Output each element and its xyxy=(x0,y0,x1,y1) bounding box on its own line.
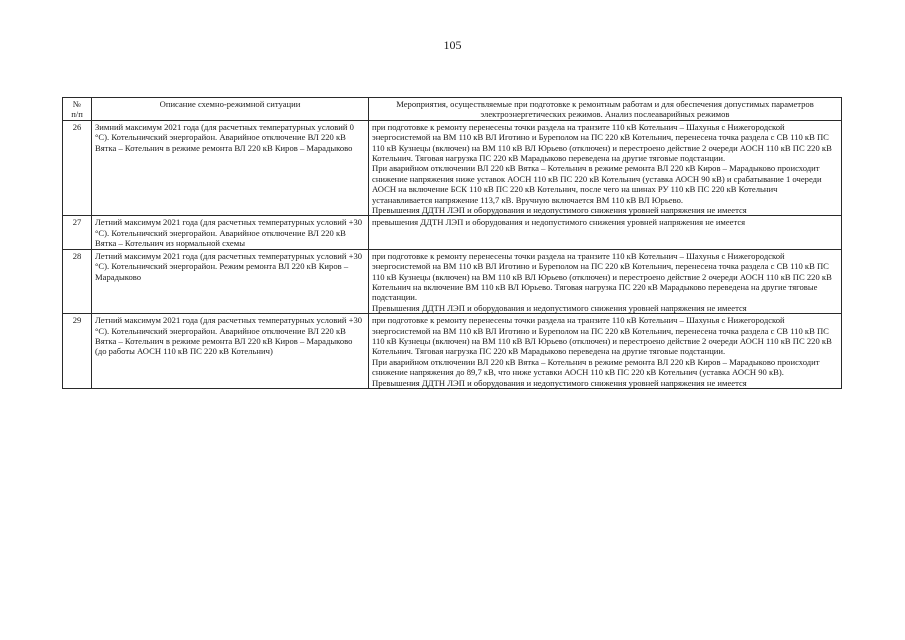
row-number: 29 xyxy=(63,314,92,389)
measure-paragraph: при подготовке к ремонту перенесены точки раздела на транзите 110 кВ Котельнич – Шахунья с Нижегородской энергосистемой на ВМ 110 кВ ВЛ Иготино и Буреполом на ПС 220 кВ Котельнич, перенесена точка раздела с СВ 110 кВ ПС 110 кВ Кузнецы (включен) на ВМ 110 кВ ВЛ Юрьево (отключен) и перестроено действие 2 очереди АОСН 110 кВ ПС 220 кВ Котельнич. Тяговая нагрузка ПС 220 кВ Марадыково переведена на другие тяговые подстанции. xyxy=(372,315,832,357)
header-number-line1: № xyxy=(72,99,82,109)
row-measures xyxy=(369,120,842,216)
measure-paragraph: превышения ДДТН ЛЭП и оборудования и недопустимого снижения уровней напряжения не имеется xyxy=(372,217,746,228)
measure-paragraph: Превышения ДДТН ЛЭП и оборудования и недопустимого снижения уровней напряжения не имеется xyxy=(372,377,747,388)
measure-paragraph: Превышения ДДТН ЛЭП и оборудования и недопустимого снижения уровней напряжения не имеется xyxy=(372,205,747,216)
row-number: 27 xyxy=(63,216,92,249)
row-measures xyxy=(369,249,842,313)
table-row xyxy=(63,314,842,389)
table-header-row xyxy=(63,98,842,121)
measure-paragraph: при подготовке к ремонту перенесены точки раздела на транзите 110 кВ Котельнич – Шахунья с Нижегородской энергосистемой на ВМ 110 кВ ВЛ Иготино и Буреполом на ПС 220 кВ Котельнич, перенесена точка раздела с СВ 110 кВ ПС 110 кВ Кузнецы (включен) на ВМ 110 кВ ВЛ Юрьево (отключен) и перестроено действие 2 очереди АОСН 110 кВ ПС 220 кВ Котельнич на включение ВМ 110 кВ ВЛ Юрьево. Тяговая нагрузка ПС 220 кВ Марадыково переведена на другие тяговые подстанции. xyxy=(372,250,832,303)
header-number-line2: п/п xyxy=(71,109,83,120)
row-description: Зимний максимум 2021 года (для расчетных температурных условий 0 °С). Котельничский энергорайон. Аварийное отключение ВЛ 220 кВ Вятка – Котельнич в режиме ремонта ВЛ 220 кВ Киров – Марадыково xyxy=(92,120,369,216)
row-description: Летний максимум 2021 года (для расчетных температурных условий +30 °С). Котельничский энергорайон. Режим ремонта ВЛ 220 кВ Киров – Марадыково xyxy=(92,249,369,313)
row-measures xyxy=(369,314,842,389)
row-description: Летний максимум 2021 года (для расчетных температурных условий +30 °С). Котельничский энергорайон. Аварийное отключение ВЛ 220 кВ Вятка – Котельнич в режиме ремонта ВЛ 220 кВ Киров – Марадыково (до работы АОСН 110 кВ ПС 220 кВ Котельнич) xyxy=(92,314,369,389)
measure-paragraph: при подготовке к ремонту перенесены точки раздела на транзите 110 кВ Котельнич – Шахунья с Нижегородской энергосистемой на ВМ 110 кВ ВЛ Иготино и Буреполом на ПС 220 кВ Котельнич, перенесена точка раздела с СВ 110 кВ ПС 110 кВ Кузнецы (включен) на ВМ 110 кВ ВЛ Юрьево (отключен) и перестроено действие 2 очереди АОСН 110 кВ ПС 220 кВ Котельнич. Тяговая нагрузка ПС 220 кВ Марадыково переведена на другие тяговые подстанции. xyxy=(372,121,832,164)
header-number xyxy=(63,98,92,121)
row-description: Летний максимум 2021 года (для расчетных температурных условий +30 °С). Котельничский энергорайон. Аварийное отключение ВЛ 220 кВ Вятка – Котельнич из нормальной схемы xyxy=(92,216,369,249)
header-measures: Мероприятия, осуществляемые при подготовке к ремонтным работам и для обеспечения допустимых параметров электроэнергетических режимов. Анализ послеаварийных режимов xyxy=(369,98,842,121)
measure-paragraph: При аварийном отключении ВЛ 220 кВ Вятка – Котельнич в режиме ремонта ВЛ 220 кВ Киров – Марадыково происходит снижение напряжения ниже уставок АОСН 110 кВ ПС 220 кВ Котельнич (уставка АОСН 90 кВ) и срабатывание 1 очереди АОСН на включение БСК 110 кВ ПС 220 кВ Котельнич, после чего на шинах РУ 110 кВ ПС 220 кВ Котельнич устанавливается напряжение 113,7 кВ. Вручную включается ВМ 110 кВ ВЛ Юрьево. xyxy=(372,163,822,205)
header-description: Описание схемно-режимной ситуации xyxy=(92,98,369,121)
scenario-table xyxy=(62,97,842,389)
table-row xyxy=(63,216,842,249)
measure-paragraph: При аварийном отключении ВЛ 220 кВ Вятка – Котельнич в режиме ремонта ВЛ 220 кВ Киров – Марадыково происходит снижение напряжения до 89,7 кВ, что ниже уставки АОСН 110 кВ ПС 220 кВ Котельнич (уставка АОСН 90 кВ). xyxy=(372,356,820,378)
page-number: 105 xyxy=(443,38,462,52)
row-measures xyxy=(369,216,842,249)
table-row xyxy=(63,120,842,216)
table-row xyxy=(63,249,842,313)
row-number: 28 xyxy=(63,249,92,313)
row-number: 26 xyxy=(63,120,92,216)
measure-paragraph: Превышения ДДТН ЛЭП и оборудования и недопустимого снижения уровней напряжения не имеется xyxy=(372,302,747,313)
